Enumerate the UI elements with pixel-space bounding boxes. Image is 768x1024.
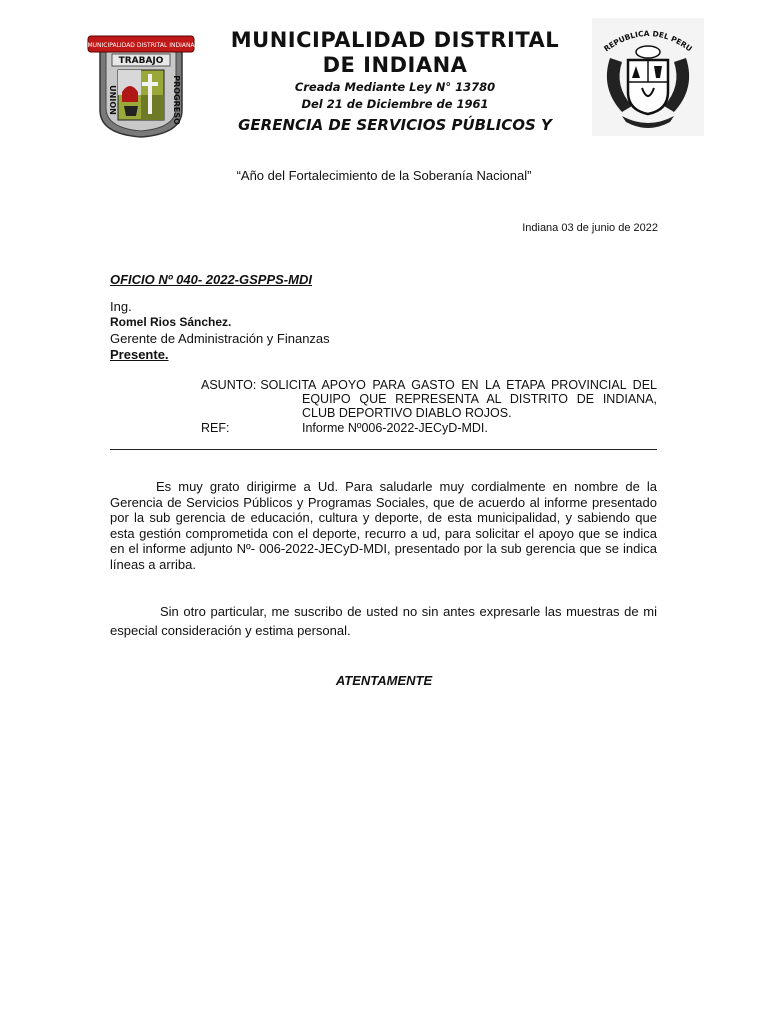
body-paragraph-2: Sin otro particular, me suscribo de usted no sin antes expresarle las muestras de mi especial consideración y estima personal. — [110, 604, 657, 638]
recipient-position: Gerente de Administración y Finanzas — [110, 331, 330, 346]
letter-date: Indiana 03 de junio de 2022 — [522, 222, 658, 234]
recipient-title: Ing. — [110, 299, 132, 314]
year-motto: “Año del Fortalecimiento de la Soberanía Nacional” — [236, 168, 532, 183]
separator-line — [110, 449, 657, 450]
shield-banner-text: MUNICIPALIDAD DISTRITAL INDIANA — [87, 42, 195, 49]
asunto-line2: EQUIPO QUE REPRESENTA AL DISTRITO DE INDIANA, — [302, 392, 657, 406]
ref-label: REF: — [201, 421, 230, 435]
creation-law: Creada Mediante Ley N° 13780 — [294, 80, 496, 94]
municipality-title-line2: DE INDIANA — [322, 53, 468, 77]
shield-right-text: PROGRESO — [172, 75, 181, 125]
shield-top-text: TRABAJO — [118, 56, 164, 66]
department-name: GERENCIA DE SERVICIOS PÚBLICOS Y — [238, 116, 552, 134]
oficio-number: OFICIO Nº 040- 2022-GSPPS-MDI — [110, 272, 312, 287]
recipient-name: Romel Rios Sánchez. — [110, 315, 232, 329]
peru-coat-of-arms — [592, 18, 704, 136]
ref-value: Informe Nº006-2022-JECyD-MDI. — [302, 421, 488, 435]
municipal-shield-logo — [86, 30, 196, 140]
coat-arms-caption: REPUBLICA DEL PERU — [602, 28, 694, 54]
body-paragraph-1: Es muy grato dirigirme a Ud. Para saludarle muy cordialmente en nombre de la Gerencia de Servicios Públicos y Programas Sociales, que de acuerdo al informe presentado por la sub gerencia de educación, cultura y deporte, de esta municipalidad, y sabiendo que esta gestión comprometida con el deporte, recurro a ud, para solicitar el apoyo que se indica en el informe adjunto Nº- 006-2022-JECyD-MDI, presentado por la sub gerencia que se indica líneas a arriba. — [110, 479, 657, 572]
asunto-line1: SOLICITA APOYO PARA GASTO EN LA ETAPA PROVINCIAL DEL — [260, 378, 657, 392]
shield-left-text: UNION — [108, 85, 117, 115]
greeting: Presente. — [110, 347, 169, 362]
asunto-block — [201, 378, 657, 420]
closing-text: ATENTAMENTE — [335, 673, 433, 688]
asunto-label: ASUNTO: — [201, 378, 257, 392]
municipality-title-line1: MUNICIPALIDAD DISTRITAL — [230, 28, 560, 52]
asunto-line3: CLUB DEPORTIVO DIABLO ROJOS. — [302, 406, 512, 420]
municipality-title — [205, 28, 585, 78]
creation-date: Del 21 de Diciembre de 1961 — [301, 97, 489, 111]
